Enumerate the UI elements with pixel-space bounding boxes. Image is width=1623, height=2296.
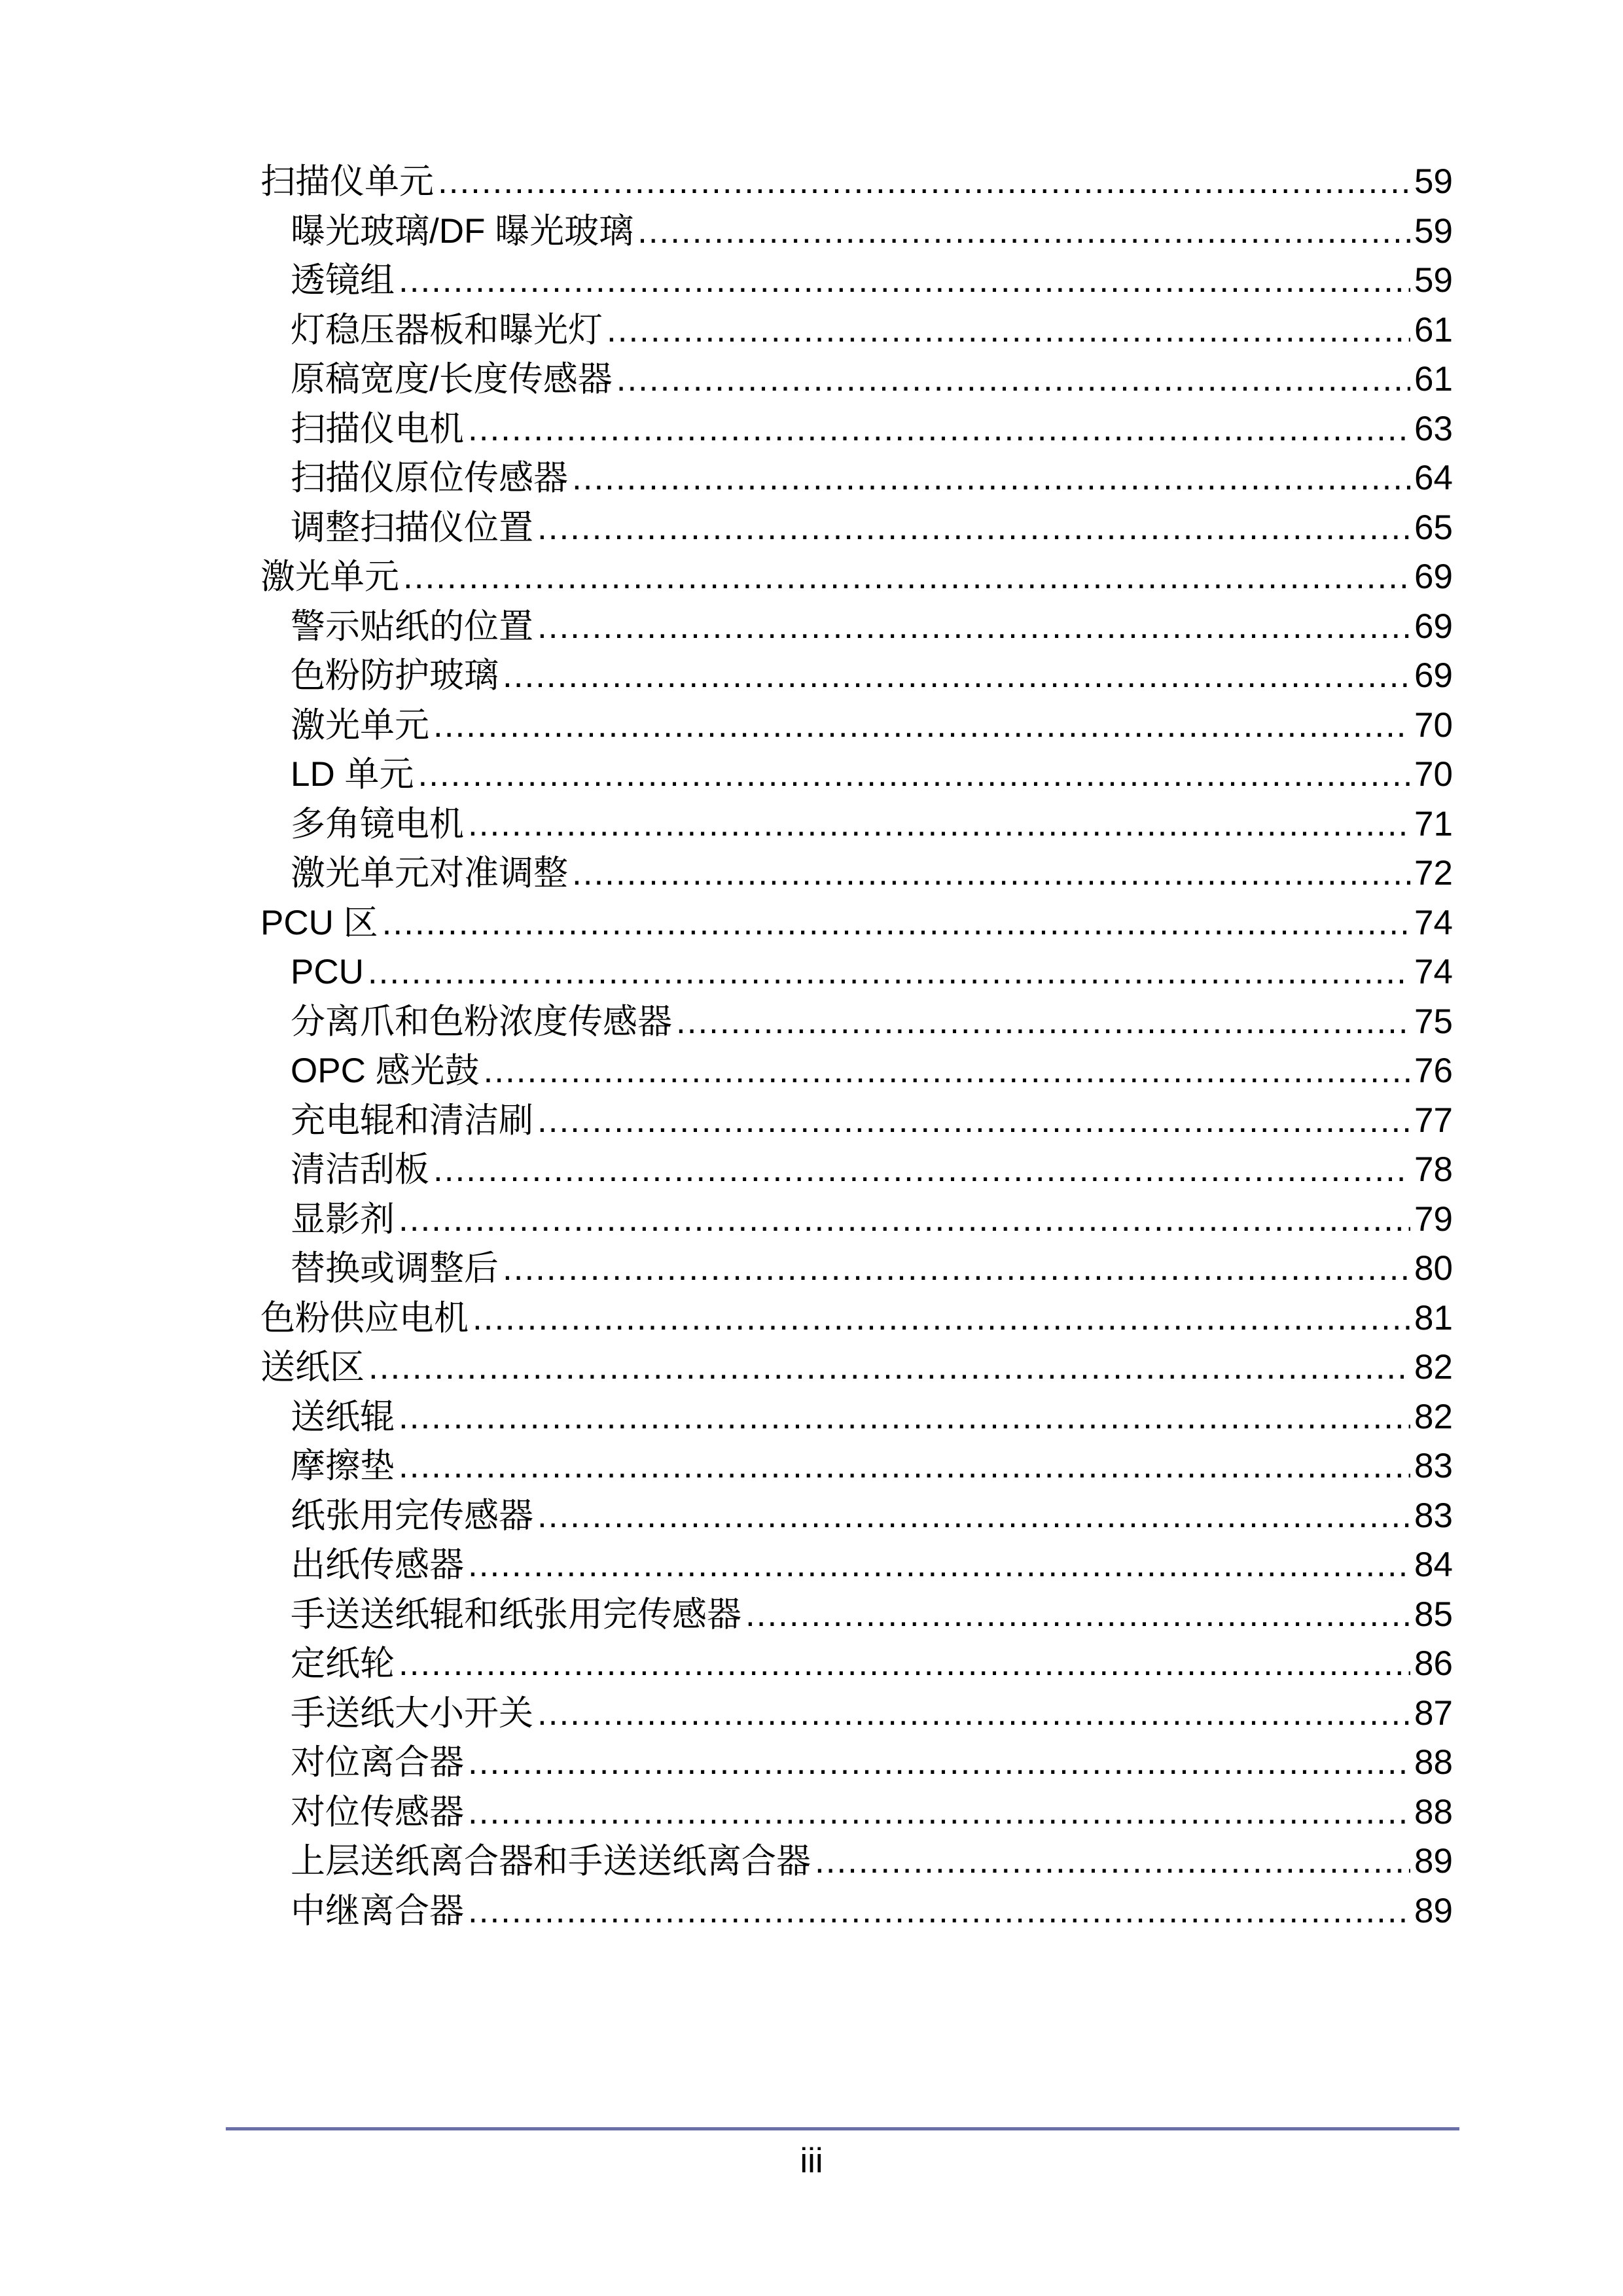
toc-entry[interactable] — [260, 404, 1453, 454]
toc-entry-title: 多角镜电机 — [291, 804, 464, 843]
toc-entry-title: 曝光玻璃/DF 曝光玻璃 — [291, 211, 634, 251]
toc-entry[interactable] — [260, 306, 1453, 355]
toc-entry-title: 对位离合器 — [291, 1743, 464, 1782]
toc-entry[interactable] — [260, 207, 1453, 256]
toc-entry-page-number: 77 — [1414, 1101, 1453, 1140]
toc-entry-title: 显影剂 — [291, 1199, 395, 1239]
toc-dot-leader — [537, 1491, 1410, 1541]
toc-entry-page-number: 82 — [1414, 1397, 1453, 1436]
toc-entry[interactable] — [260, 701, 1453, 751]
toc-entry-page-number: 61 — [1414, 360, 1453, 398]
toc-entry-page-number: 59 — [1414, 211, 1453, 251]
footer-divider — [226, 2127, 1459, 2130]
toc-dot-leader — [433, 1145, 1410, 1195]
toc-entry-page-number: 59 — [1414, 261, 1453, 300]
toc-entry-page-number: 69 — [1414, 607, 1453, 646]
toc-entry-page-number: 74 — [1414, 953, 1453, 991]
toc-entry-title: 定纸轮 — [291, 1644, 395, 1683]
toc-dot-leader — [815, 1837, 1410, 1886]
toc-entry-title: 充电辊和清洁刷 — [291, 1101, 533, 1140]
toc-entry[interactable] — [260, 1046, 1453, 1096]
toc-dot-leader — [503, 651, 1410, 701]
toc-entry[interactable] — [260, 1689, 1453, 1739]
toc-entry-title: 原稿宽度/长度传感器 — [291, 360, 613, 398]
toc-dot-leader — [382, 898, 1410, 948]
toc-entry[interactable] — [260, 651, 1453, 701]
toc-dot-leader — [607, 306, 1410, 355]
toc-dot-leader — [403, 552, 1410, 602]
toc-entry-title: 激光单元 — [260, 557, 399, 596]
toc-entry-title: 扫描仪单元 — [260, 162, 434, 201]
toc-entry-title: OPC 感光鼓 — [291, 1051, 480, 1090]
toc-entry-page-number: 70 — [1414, 755, 1453, 794]
toc-entry-title: 摩擦垫 — [291, 1447, 395, 1485]
toc-entry[interactable] — [260, 1788, 1453, 1837]
toc-entry-title: 激光单元对准调整 — [291, 854, 568, 892]
toc-entry[interactable] — [260, 1195, 1453, 1245]
toc-dot-leader — [484, 1046, 1410, 1096]
toc-entry-title: 激光单元 — [291, 705, 429, 745]
toc-entry[interactable] — [260, 1639, 1453, 1689]
toc-dot-leader — [537, 1096, 1410, 1146]
toc-entry[interactable] — [260, 1244, 1453, 1294]
toc-dot-leader — [368, 947, 1410, 997]
toc-entry-title: 纸张用完传感器 — [291, 1496, 533, 1535]
toc-entry-page-number: 87 — [1414, 1693, 1453, 1733]
toc-entry[interactable] — [260, 1590, 1453, 1640]
toc-entry-page-number: 89 — [1414, 1842, 1453, 1881]
toc-entry-page-number: 88 — [1414, 1743, 1453, 1782]
toc-dot-leader — [468, 800, 1410, 849]
toc-entry[interactable] — [260, 503, 1453, 553]
toc-entry[interactable] — [260, 849, 1453, 898]
toc-dot-leader — [468, 1738, 1410, 1788]
toc-dot-leader — [537, 602, 1410, 652]
toc-entry-page-number: 63 — [1414, 409, 1453, 448]
toc-entry-page-number: 59 — [1414, 162, 1453, 201]
toc-dot-leader — [468, 1540, 1410, 1590]
toc-entry-title: 扫描仪电机 — [291, 409, 464, 448]
toc-entry-title: 送纸区 — [260, 1348, 365, 1386]
toc-dot-leader — [433, 701, 1410, 751]
toc-entry-page-number: 84 — [1414, 1545, 1453, 1584]
toc-entry-title: PCU 区 — [260, 903, 378, 942]
toc-entry-page-number: 69 — [1414, 557, 1453, 596]
toc-dot-leader — [745, 1590, 1410, 1640]
toc-entry-page-number: 83 — [1414, 1447, 1453, 1485]
toc-entry-title: 灯稳压器板和曝光灯 — [291, 310, 603, 349]
toc-entry-page-number: 88 — [1414, 1792, 1453, 1831]
toc-entry[interactable] — [260, 898, 1453, 948]
toc-entry-title: 中继离合器 — [291, 1891, 464, 1930]
toc-entry[interactable] — [260, 1738, 1453, 1788]
toc-entry[interactable] — [260, 355, 1453, 404]
toc-dot-leader — [572, 453, 1410, 503]
toc-entry[interactable] — [260, 997, 1453, 1047]
toc-dot-leader — [503, 1244, 1410, 1294]
toc-entry[interactable] — [260, 947, 1453, 997]
toc-entry-page-number: 78 — [1414, 1150, 1453, 1189]
toc-entry-page-number: 85 — [1414, 1595, 1453, 1634]
toc-entry[interactable] — [260, 1441, 1453, 1491]
toc-entry-title: 调整扫描仪位置 — [291, 508, 533, 547]
toc-entry-title: 上层送纸离合器和手送送纸离合器 — [291, 1842, 811, 1881]
toc-entry-page-number: 74 — [1414, 903, 1453, 942]
toc-entry[interactable] — [260, 453, 1453, 503]
toc-entry[interactable] — [260, 157, 1453, 207]
toc-entry-page-number: 61 — [1414, 310, 1453, 349]
page-number: iii — [800, 2142, 823, 2180]
toc-entry-page-number: 72 — [1414, 854, 1453, 892]
toc-dot-leader — [676, 997, 1410, 1047]
toc-entry-title: 替换或调整后 — [291, 1249, 499, 1288]
toc-dot-leader — [616, 355, 1410, 404]
toc-dot-leader — [537, 1689, 1410, 1739]
toc-entry-title: 手送纸大小开关 — [291, 1693, 533, 1733]
toc-entry[interactable] — [260, 256, 1453, 306]
toc-entry[interactable] — [260, 800, 1453, 849]
toc-entry-title: 扫描仪原位传感器 — [291, 459, 568, 497]
toc-entry-page-number: 71 — [1414, 804, 1453, 843]
toc-entry[interactable] — [260, 1540, 1453, 1590]
toc-entry[interactable] — [260, 1294, 1453, 1343]
toc-entry-title: LD 单元 — [291, 755, 414, 794]
table-of-contents — [260, 157, 1453, 1935]
toc-dot-leader — [468, 1788, 1410, 1837]
toc-entry-page-number: 69 — [1414, 656, 1453, 695]
toc-entry-page-number: 82 — [1414, 1348, 1453, 1386]
toc-entry[interactable] — [260, 1491, 1453, 1541]
toc-dot-leader — [399, 1441, 1410, 1491]
toc-entry[interactable] — [260, 1145, 1453, 1195]
toc-entry-page-number: 89 — [1414, 1891, 1453, 1930]
toc-entry[interactable] — [260, 1392, 1453, 1442]
toc-entry-page-number: 79 — [1414, 1199, 1453, 1239]
toc-entry-title: 清洁刮板 — [291, 1150, 429, 1189]
toc-entry-page-number: 64 — [1414, 459, 1453, 497]
toc-entry-title: 手送送纸辊和纸张用完传感器 — [291, 1595, 741, 1634]
toc-entry[interactable] — [260, 1837, 1453, 1886]
toc-dot-leader — [468, 1886, 1410, 1936]
toc-entry-page-number: 65 — [1414, 508, 1453, 547]
toc-entry[interactable] — [260, 1096, 1453, 1146]
toc-entry-title: 色粉防护玻璃 — [291, 656, 499, 695]
toc-dot-leader — [399, 256, 1410, 306]
toc-entry[interactable] — [260, 1886, 1453, 1936]
toc-dot-leader — [399, 1392, 1410, 1442]
toc-entry-title: 送纸辊 — [291, 1397, 395, 1436]
toc-entry-page-number: 80 — [1414, 1249, 1453, 1288]
toc-dot-leader — [438, 157, 1410, 207]
toc-entry-page-number: 81 — [1414, 1298, 1453, 1337]
toc-entry-title: PCU — [291, 953, 364, 991]
toc-entry[interactable] — [260, 552, 1453, 602]
toc-entry[interactable] — [260, 750, 1453, 800]
toc-dot-leader — [537, 503, 1410, 553]
toc-dot-leader — [399, 1639, 1410, 1689]
toc-entry-page-number: 86 — [1414, 1644, 1453, 1683]
toc-dot-leader — [418, 750, 1410, 800]
toc-entry-title: 对位传感器 — [291, 1792, 464, 1831]
toc-entry-title: 色粉供应电机 — [260, 1298, 469, 1337]
toc-dot-leader — [572, 849, 1410, 898]
toc-entry[interactable] — [260, 602, 1453, 652]
toc-entry-title: 透镜组 — [291, 261, 395, 300]
toc-entry-title: 分离爪和色粉浓度传感器 — [291, 1002, 672, 1041]
toc-dot-leader — [468, 404, 1410, 454]
toc-entry-title: 警示贴纸的位置 — [291, 607, 533, 646]
toc-entry[interactable] — [260, 1343, 1453, 1392]
toc-entry-page-number: 75 — [1414, 1002, 1453, 1041]
toc-entry-title: 出纸传感器 — [291, 1545, 464, 1584]
toc-entry-page-number: 83 — [1414, 1496, 1453, 1535]
toc-entry-page-number: 70 — [1414, 705, 1453, 745]
toc-dot-leader — [368, 1343, 1410, 1392]
toc-entry-page-number: 76 — [1414, 1051, 1453, 1090]
toc-dot-leader — [637, 207, 1410, 256]
toc-dot-leader — [473, 1294, 1410, 1343]
toc-dot-leader — [399, 1195, 1410, 1245]
